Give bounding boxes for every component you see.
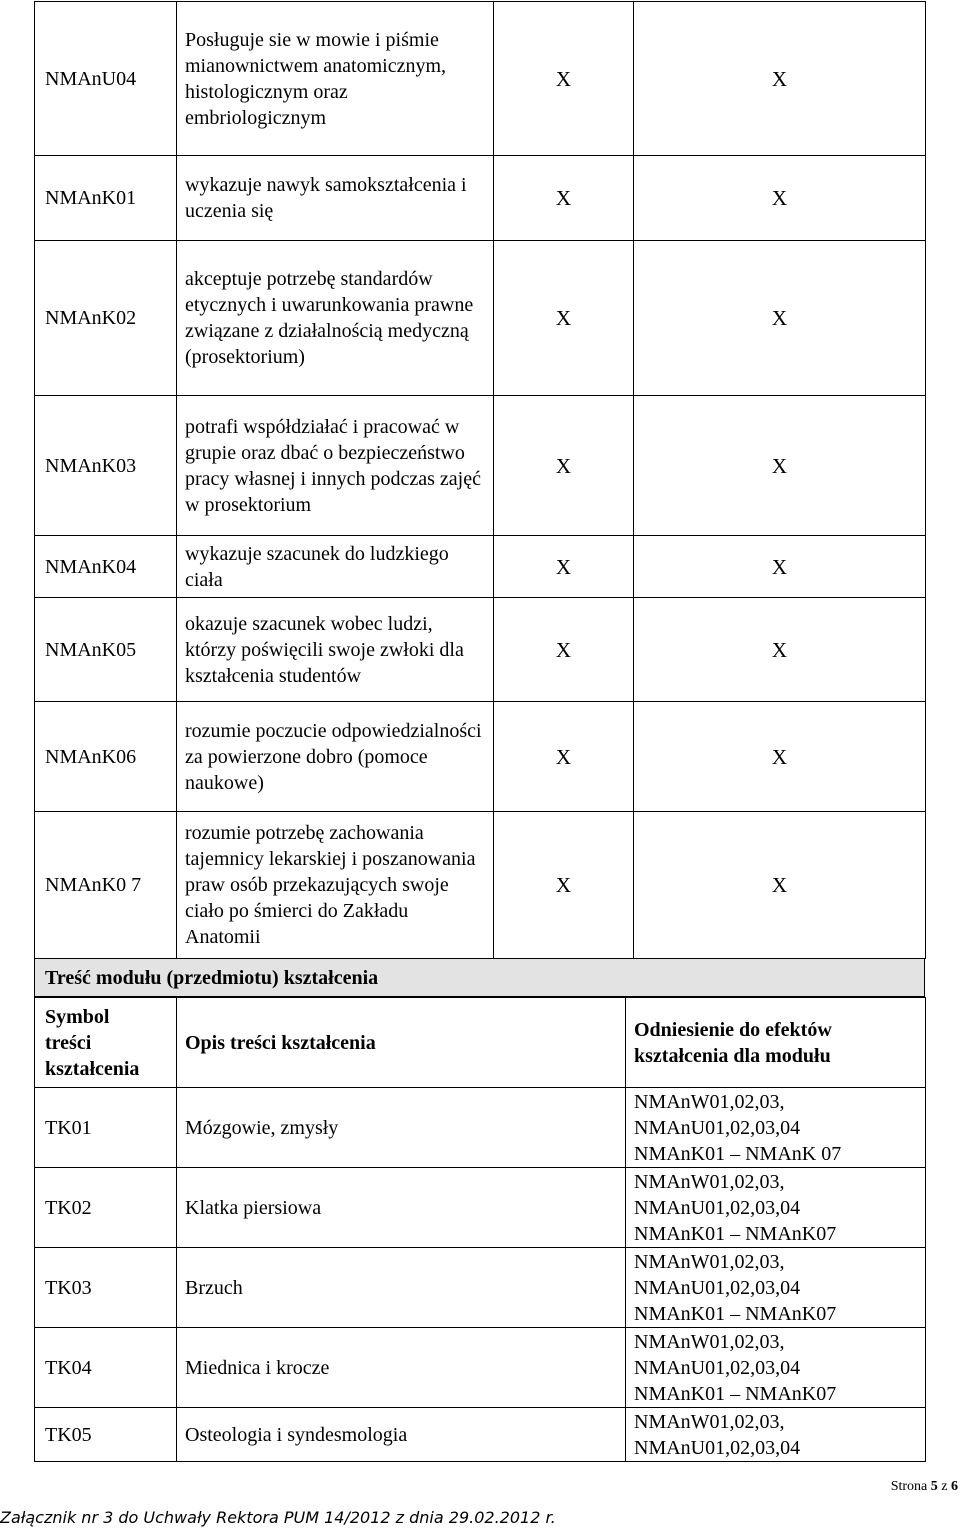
content-table xyxy=(34,997,926,1462)
table-row xyxy=(35,812,926,959)
content-symbol: TK02 xyxy=(35,1168,177,1248)
mark-cell: X xyxy=(494,241,634,396)
effect-description: okazuje szacunek wobec ludzi, którzy poświęcili swoje zwłoki dla kształcenia studentów xyxy=(177,598,494,702)
effect-description: potrafi współdziałać i pracować w grupie oraz dbać o bezpieczeństwo pracy własnej i innych podczas zajęć w prosektorium xyxy=(177,396,494,536)
effect-code: NMAnK04 xyxy=(35,536,177,598)
table-row xyxy=(35,241,926,396)
page-number xyxy=(891,1479,958,1495)
content-symbol: TK04 xyxy=(35,1328,177,1408)
footer-annex-note: Załącznik nr 3 do Uchwały Rektora PUM 14/2012 z dnia 29.02.2012 r. xyxy=(0,1508,556,1527)
table-row xyxy=(35,536,926,598)
mark-cell: X xyxy=(634,241,926,396)
table-row xyxy=(35,1328,926,1408)
table-row xyxy=(35,1408,926,1462)
reference-line: NMAnW01,02,03, xyxy=(634,1330,785,1353)
content-reference xyxy=(626,1408,926,1462)
effect-description: Posługuje sie w mowie i piśmie mianownictwem anatomicznym, histologicznym oraz embriologicznym xyxy=(177,2,494,156)
effect-description: rozumie potrzebę zachowania tajemnicy lekarskiej i poszanowania praw osób przekazujących swoje ciało po śmierci do Zakładu Anatomii xyxy=(177,812,494,959)
content-description: Osteologia i syndesmologia xyxy=(177,1408,626,1462)
mark-cell: X xyxy=(634,396,926,536)
mark-cell: X xyxy=(634,598,926,702)
mark-cell: X xyxy=(494,536,634,598)
content-symbol: TK01 xyxy=(35,1088,177,1168)
reference-line: NMAnU01,02,03,04 xyxy=(634,1276,801,1299)
header-reference xyxy=(626,998,926,1088)
reference-line: NMAnK01 – NMAnK07 xyxy=(634,1222,837,1245)
table-row xyxy=(35,598,926,702)
reference-line: NMAnK01 – NMAnK07 xyxy=(634,1302,837,1325)
effect-description: wykazuje nawyk samokształcenia i uczenia się xyxy=(177,156,494,241)
header-description: Opis treści kształcenia xyxy=(177,998,626,1088)
page-prefix: Strona xyxy=(890,1479,928,1494)
effect-code: NMAnK03 xyxy=(35,396,177,536)
effect-code: NMAnU04 xyxy=(35,2,177,156)
header-symbol-text: Symbol treści kształcenia xyxy=(45,1005,140,1080)
reference-line: NMAnU01,02,03,04 xyxy=(634,1436,801,1459)
effect-code: NMAnK05 xyxy=(35,598,177,702)
table-row xyxy=(35,156,926,241)
reference-line: NMAnW01,02,03, xyxy=(634,1250,785,1273)
page-separator: z xyxy=(941,1479,948,1494)
mark-cell: X xyxy=(634,702,926,812)
table-header-row xyxy=(35,998,926,1088)
content-reference xyxy=(626,1248,926,1328)
reference-line: NMAnK01 – NMAnK07 xyxy=(634,1382,837,1405)
mark-cell: X xyxy=(494,598,634,702)
mark-cell: X xyxy=(494,2,634,156)
effect-code: NMAnK02 xyxy=(35,241,177,396)
content-symbol: TK05 xyxy=(35,1408,177,1462)
mark-cell: X xyxy=(634,2,926,156)
table-row xyxy=(35,1088,926,1168)
effect-description: akceptuje potrzebę standardów etycznych i uwarunkowania prawne związane z działalnością medyczną (prosektorium) xyxy=(177,241,494,396)
reference-line: NMAnU01,02,03,04 xyxy=(634,1356,801,1379)
header-symbol xyxy=(35,998,177,1088)
mark-cell: X xyxy=(494,702,634,812)
reference-line: NMAnW01,02,03, xyxy=(634,1170,785,1193)
content-reference xyxy=(626,1328,926,1408)
page-total: 6 xyxy=(951,1479,958,1494)
content-description: Miednica i krocze xyxy=(177,1328,626,1408)
table-row xyxy=(35,2,926,156)
mark-cell: X xyxy=(494,812,634,959)
mark-cell: X xyxy=(494,156,634,241)
content-reference xyxy=(626,1088,926,1168)
content-reference xyxy=(626,1168,926,1248)
mark-cell: X xyxy=(634,536,926,598)
effect-code: NMAnK01 xyxy=(35,156,177,241)
mark-cell: X xyxy=(494,396,634,536)
effect-description: wykazuje szacunek do ludzkiego ciała xyxy=(177,536,494,598)
table-row xyxy=(35,1248,926,1328)
effect-code: NMAnK06 xyxy=(35,702,177,812)
learning-outcomes-table xyxy=(34,1,926,959)
reference-line: NMAnW01,02,03, xyxy=(634,1090,785,1113)
content-symbol: TK03 xyxy=(35,1248,177,1328)
reference-line: NMAnW01,02,03, xyxy=(634,1410,785,1433)
header-reference-text: Odniesienie do efektów kształcenia dla modułu xyxy=(634,1018,832,1067)
table-row xyxy=(35,1168,926,1248)
effect-description: rozumie poczucie odpowiedzialności za powierzone dobro (pomoce naukowe) xyxy=(177,702,494,812)
content-description: Klatka piersiowa xyxy=(177,1168,626,1248)
content-description: Brzuch xyxy=(177,1248,626,1328)
reference-line: NMAnK01 – NMAnK 07 xyxy=(634,1142,842,1165)
table-row xyxy=(35,702,926,812)
mark-cell: X xyxy=(634,156,926,241)
reference-line: NMAnU01,02,03,04 xyxy=(634,1116,801,1139)
table-row xyxy=(35,396,926,536)
reference-line: NMAnU01,02,03,04 xyxy=(634,1196,801,1219)
document-page xyxy=(34,1,925,1462)
effect-code: NMAnK0 7 xyxy=(35,812,177,959)
content-description: Mózgowie, zmysły xyxy=(177,1088,626,1168)
mark-cell: X xyxy=(634,812,926,959)
page-current: 5 xyxy=(930,1479,938,1494)
section-title: Treść modułu (przedmiotu) kształcenia xyxy=(34,959,925,997)
